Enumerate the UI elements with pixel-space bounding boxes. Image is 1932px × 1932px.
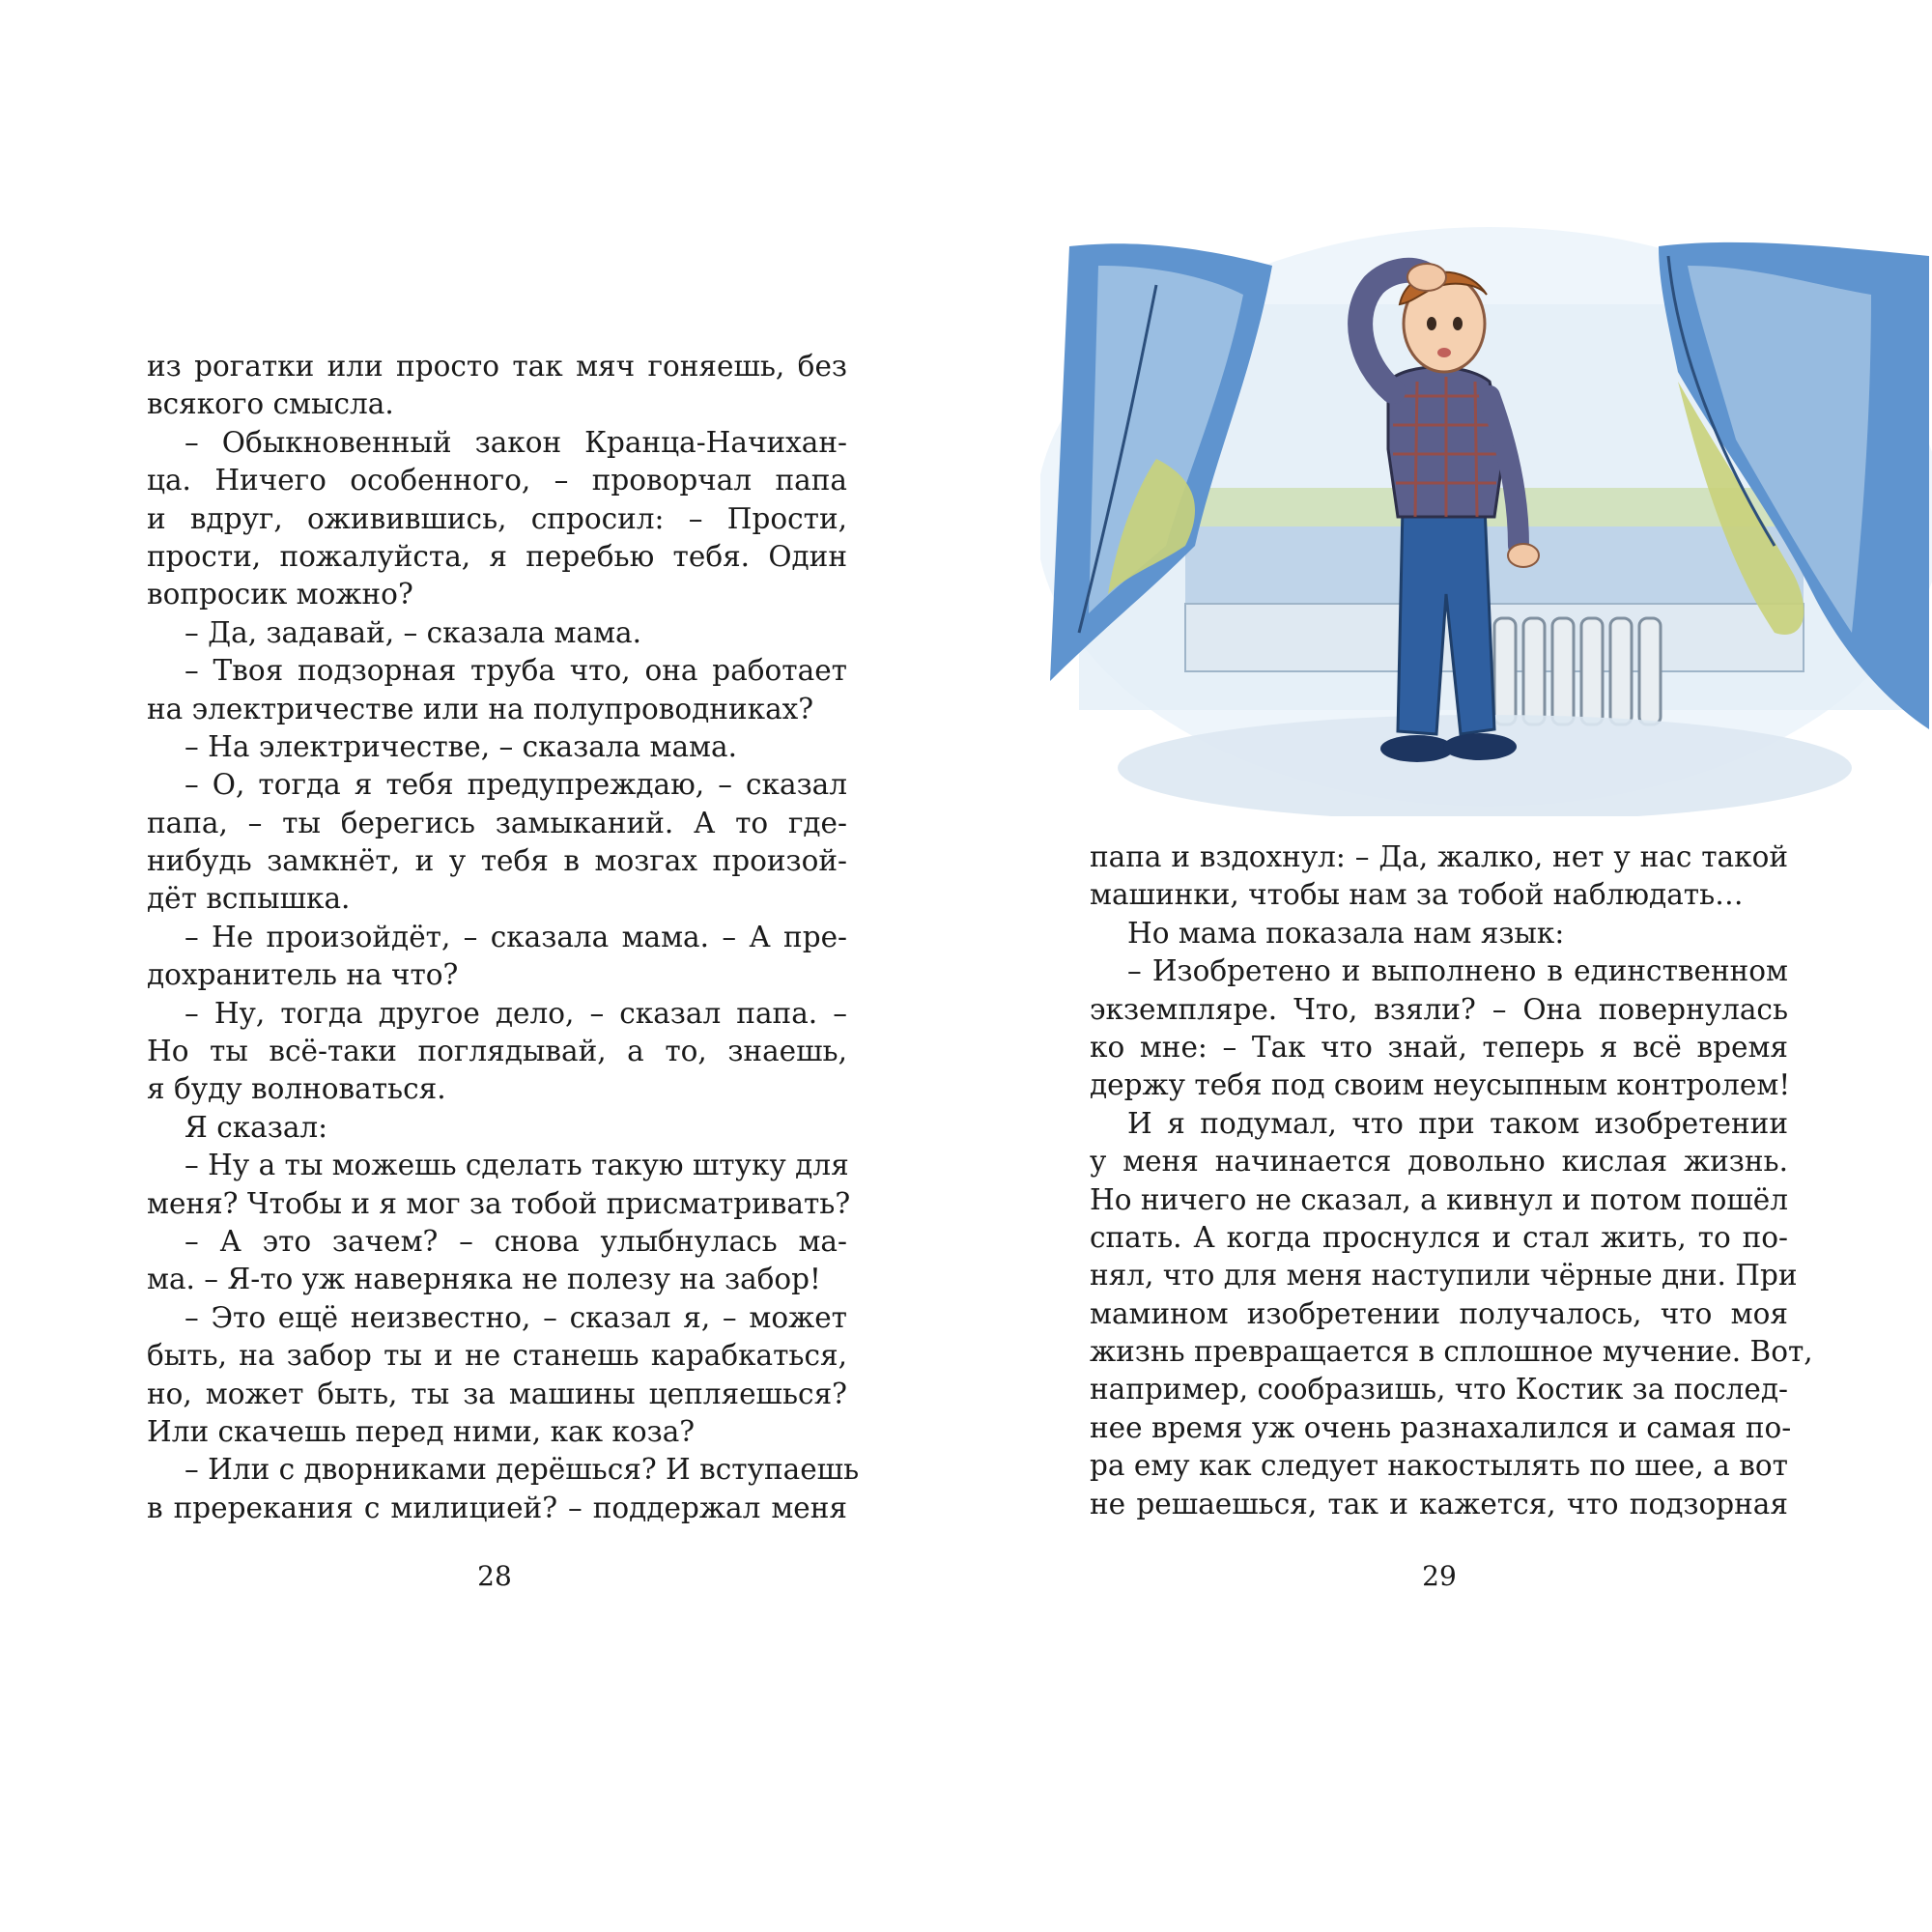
illustration-boy-at-window bbox=[1040, 227, 1932, 816]
text-line: – Это ещё неизвестно, – сказал я, – может bbox=[185, 1300, 847, 1334]
text-line: ра ему как следует накостылять по шее, а вот bbox=[1090, 1449, 1788, 1483]
page-number: 28 bbox=[477, 1560, 512, 1592]
text-line: спать. А когда проснулся и стал жить, то по- bbox=[1090, 1220, 1788, 1254]
text-line: меня? Чтобы и я мог за тобой присматривать? bbox=[147, 1186, 851, 1220]
text-line: но, может быть, ты за машины цепляешься? bbox=[147, 1377, 847, 1410]
text-line: – Обыкновенный закон Кранца-Начихан- bbox=[185, 425, 847, 459]
text-line: у меня начинается довольно кислая жизнь. bbox=[1090, 1145, 1788, 1179]
text-line: нял, что для меня наступили чёрные дни. При bbox=[1090, 1259, 1798, 1293]
text-line: нибудь замкнёт, и у тебя в мозгах произой- bbox=[147, 844, 847, 878]
text-line: ца. Ничего особенного, – проворчал папа bbox=[147, 464, 847, 497]
text-line: Но ничего не сказал, а кивнул и потом пошёл bbox=[1090, 1182, 1788, 1216]
text-line: – Или с дворниками дерёшься? И вступаешь bbox=[185, 1453, 860, 1487]
text-line: вопросик можно? bbox=[147, 578, 413, 611]
text-line: – На электричестве, – сказала мама. bbox=[185, 729, 737, 763]
text-line: Но ты всё-таки поглядывай, а то, знаешь, bbox=[147, 1035, 847, 1068]
text-line: машинки, чтобы нам за тобой наблюдать… bbox=[1090, 878, 1744, 912]
text-line: ко мне: – Так что знай, теперь я всё время bbox=[1090, 1030, 1788, 1064]
text-line: – Изобретено и выполнено в единственном bbox=[1127, 954, 1788, 988]
text-line: дохранитель на что? bbox=[147, 958, 459, 992]
right-page-text bbox=[1090, 838, 1813, 1523]
text-line: – Твоя подзорная труба что, она работает bbox=[185, 654, 847, 688]
text-line: экземпляре. Что, взяли? – Она повернулась bbox=[1090, 992, 1788, 1026]
text-line: Или скачешь перед ними, как коза? bbox=[147, 1414, 696, 1448]
text-line: всякого смысла. bbox=[147, 387, 394, 421]
page-number: 29 bbox=[1422, 1560, 1457, 1592]
text-line: папа и вздохнул: – Да, жалко, нет у нас такой bbox=[1090, 840, 1788, 873]
text-line: из рогатки или просто так мяч гоняешь, без bbox=[147, 350, 847, 383]
text-line: – А это зачем? – снова улыбнулась ма- bbox=[185, 1224, 847, 1258]
text-line: – Ну, тогда другое дело, – сказал папа. – bbox=[185, 996, 847, 1030]
text-line: Но мама показала нам язык: bbox=[1127, 916, 1565, 950]
text-line: ма. – Я-то уж наверняка не полезу на забор! bbox=[147, 1263, 821, 1296]
text-line: И я подумал, что при таком изобретении bbox=[1127, 1106, 1788, 1140]
text-line: – Ну а ты можешь сделать такую штуку для bbox=[185, 1149, 849, 1182]
text-line: Я сказал: bbox=[185, 1110, 328, 1144]
text-line: я буду волноваться. bbox=[147, 1072, 446, 1106]
text-line: – Да, задавай, – сказала мама. bbox=[185, 615, 641, 649]
text-line: – О, тогда я тебя предупреждаю, – сказал bbox=[185, 768, 847, 802]
text-line: мамином изобретении получалось, что моя bbox=[1090, 1296, 1788, 1330]
text-line: например, сообразишь, что Костик за послед- bbox=[1090, 1373, 1788, 1406]
text-line: быть, на забор ты и не станешь карабкаться, bbox=[147, 1339, 847, 1373]
text-line: дёт вспышка. bbox=[147, 882, 351, 916]
right-page bbox=[966, 0, 1932, 1932]
text-line: – Не произойдёт, – сказала мама. – А пре- bbox=[185, 920, 847, 953]
text-line: в пререкания с милицией? – поддержал меня bbox=[147, 1491, 847, 1524]
text-line: прости, пожалуйста, я перебью тебя. Один bbox=[147, 539, 847, 573]
text-line: папа, – ты берегись замыканий. А то где- bbox=[147, 806, 847, 839]
text-line: не решаешься, так и кажется, что подзорная bbox=[1090, 1487, 1788, 1520]
left-page-text bbox=[147, 348, 860, 1527]
text-line: жизнь превращается в сплошное мучение. Вот, bbox=[1090, 1335, 1813, 1369]
text-line: нее время уж очень разнахалился и самая по- bbox=[1090, 1410, 1792, 1444]
text-line: на электричестве или на полупроводниках? bbox=[147, 692, 814, 725]
text-line: держу тебя под своим неусыпным контролем! bbox=[1090, 1068, 1791, 1102]
text-line: и вдруг, оживившись, спросил: – Прости, bbox=[147, 501, 847, 535]
